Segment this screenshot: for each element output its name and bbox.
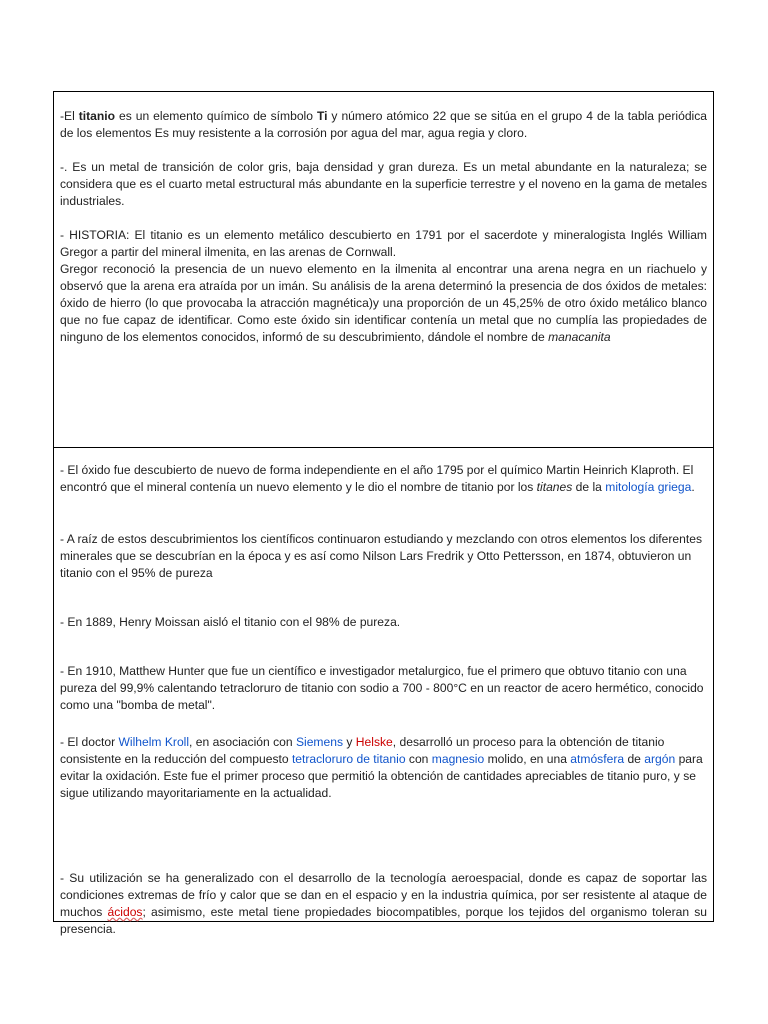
paragraph-definition — [60, 108, 707, 142]
text-run: ; asimismo, este metal tiene propiedades biocompatibles, porque los tejidos del organismo toleran su presencia. — [60, 905, 707, 936]
text-run: - Su utilización se ha generalizado con el desarrollo de la tecnología aeroespacial, donde es capaz de soportar las condiciones extremas de frío y calor que se dan en el espacio y en la industria química, por ser resistente al ataque de muchos — [60, 871, 707, 919]
bold-term-titanio: titanio — [78, 109, 116, 123]
paragraph-properties: -. Es un metal de transición de color gris, baja densidad y gran dureza. Es un metal abundante en la naturaleza; se considera que es el cuarto metal estructural más abundante en la superficie terrestre y el noveno en la gama de metales industriales. — [60, 160, 707, 208]
text-run: y número atómico 22 que se sitúa en el grupo 4 de la tabla periódica de los elementos Es muy resistente a la corrosión por agua del mar, agua regia y cloro. — [60, 109, 708, 140]
bold-term-ti: Ti — [316, 109, 328, 123]
link-tetracloruro-de-titanio[interactable]: tetracloruro de titanio — [291, 752, 406, 766]
table-cell-top — [53, 91, 714, 448]
text-run: con — [405, 752, 432, 766]
text-run: para evitar la oxidación. Este fue el primer proceso que permitió la obtención de cantidades apreciables de titanio puro, y se sigue utilizando mayoritariamente en la actualidad. — [60, 752, 703, 800]
text-run: , en asociación con — [189, 735, 296, 749]
text-run: de — [624, 752, 645, 766]
link-mitologia-griega[interactable]: mitología griega — [605, 480, 692, 494]
link-magnesio[interactable]: magnesio — [431, 752, 485, 766]
link-helske[interactable]: Helske — [355, 735, 393, 749]
text-run: . — [691, 480, 695, 494]
paragraph-nilson-pettersson: - A raíz de estos descubrimientos los científicos continuaron estudiando y mezclando con otros elementos los diferentes minerales que se descubrían en la época y es así como Nilson Lars Fredrik y Otto Pettersson, en 1874, obtuvieron un titanio con el 95% de pureza — [60, 532, 702, 580]
paragraph-history-intro: - HISTORIA: El titanio es un elemento metálico descubierto en 1791 por el sacerdote y mineralogista Inglés William Gregor a partir del mineral ilmenita, en las arenas de Cornwall. — [60, 228, 707, 259]
italic-term-titanes: titanes — [536, 480, 573, 494]
text-run: Gregor reconoció la presencia de un nuevo elemento en la ilmenita al encontrar una arena negra en un riachuelo y observó que la arena era atraída por un imán. Su análisis de la arena determinó la presencia de dos óxidos de metales: óxido de hierro (lo que provocaba la atracción magnética)y una proporción de un 45,25% de otro óxido metálico blanco que no fue capaz de identificar. Como este óxido sin identificar contenía un metal que no cumplía las propiedades de ninguno de los elementos conocidos, informó de su descubrimiento, dándole el nombre de — [60, 262, 707, 344]
text-run: - El doctor — [60, 735, 119, 749]
paragraph-hunter: - En 1910, Matthew Hunter que fue un científico e investigador metalurgico, fue el primero que obtuvo titanio con una pureza del 99,9% calentando tetracloruro de titanio con sodio a 700 - 800°C en un reactor de acero hermético, conocido como una "bomba de metal". — [60, 664, 704, 712]
text-run: molido, en una — [484, 752, 571, 766]
text-run: -El — [60, 109, 79, 123]
link-siemens[interactable]: Siemens — [295, 735, 344, 749]
paragraph-history-gregor — [60, 261, 707, 346]
link-argon[interactable]: argón — [644, 752, 676, 766]
paragraph-moissan: - En 1889, Henry Moissan aisló el titanio con el 98% de pureza. — [60, 615, 401, 629]
paragraph-klaproth — [60, 462, 707, 496]
text-run: de la — [572, 480, 606, 494]
link-wilhelm-kroll[interactable]: Wilhelm Kroll — [118, 735, 190, 749]
text-run: - El óxido fue descubierto de nuevo de forma independiente en el año 1795 por el químico Martin Heinrich Klaproth. El encontró que el mineral contenía un nuevo elemento y le dio el nombre de titanio por los — [60, 463, 694, 494]
text-run: es un elemento químico de símbolo — [115, 109, 317, 123]
text-run: , desarrolló un proceso para la obtención de titanio consistente en la reducción del compuesto — [60, 735, 665, 766]
italic-term-manacanita: manacanita — [548, 330, 611, 344]
paragraph-kroll — [60, 734, 707, 802]
link-acidos[interactable]: ácidos — [107, 905, 143, 919]
paragraph-aerospace — [60, 870, 707, 938]
table-cell-bottom — [53, 448, 714, 936]
link-atmosfera[interactable]: atmósfera — [570, 752, 625, 766]
text-run: y — [343, 735, 356, 749]
